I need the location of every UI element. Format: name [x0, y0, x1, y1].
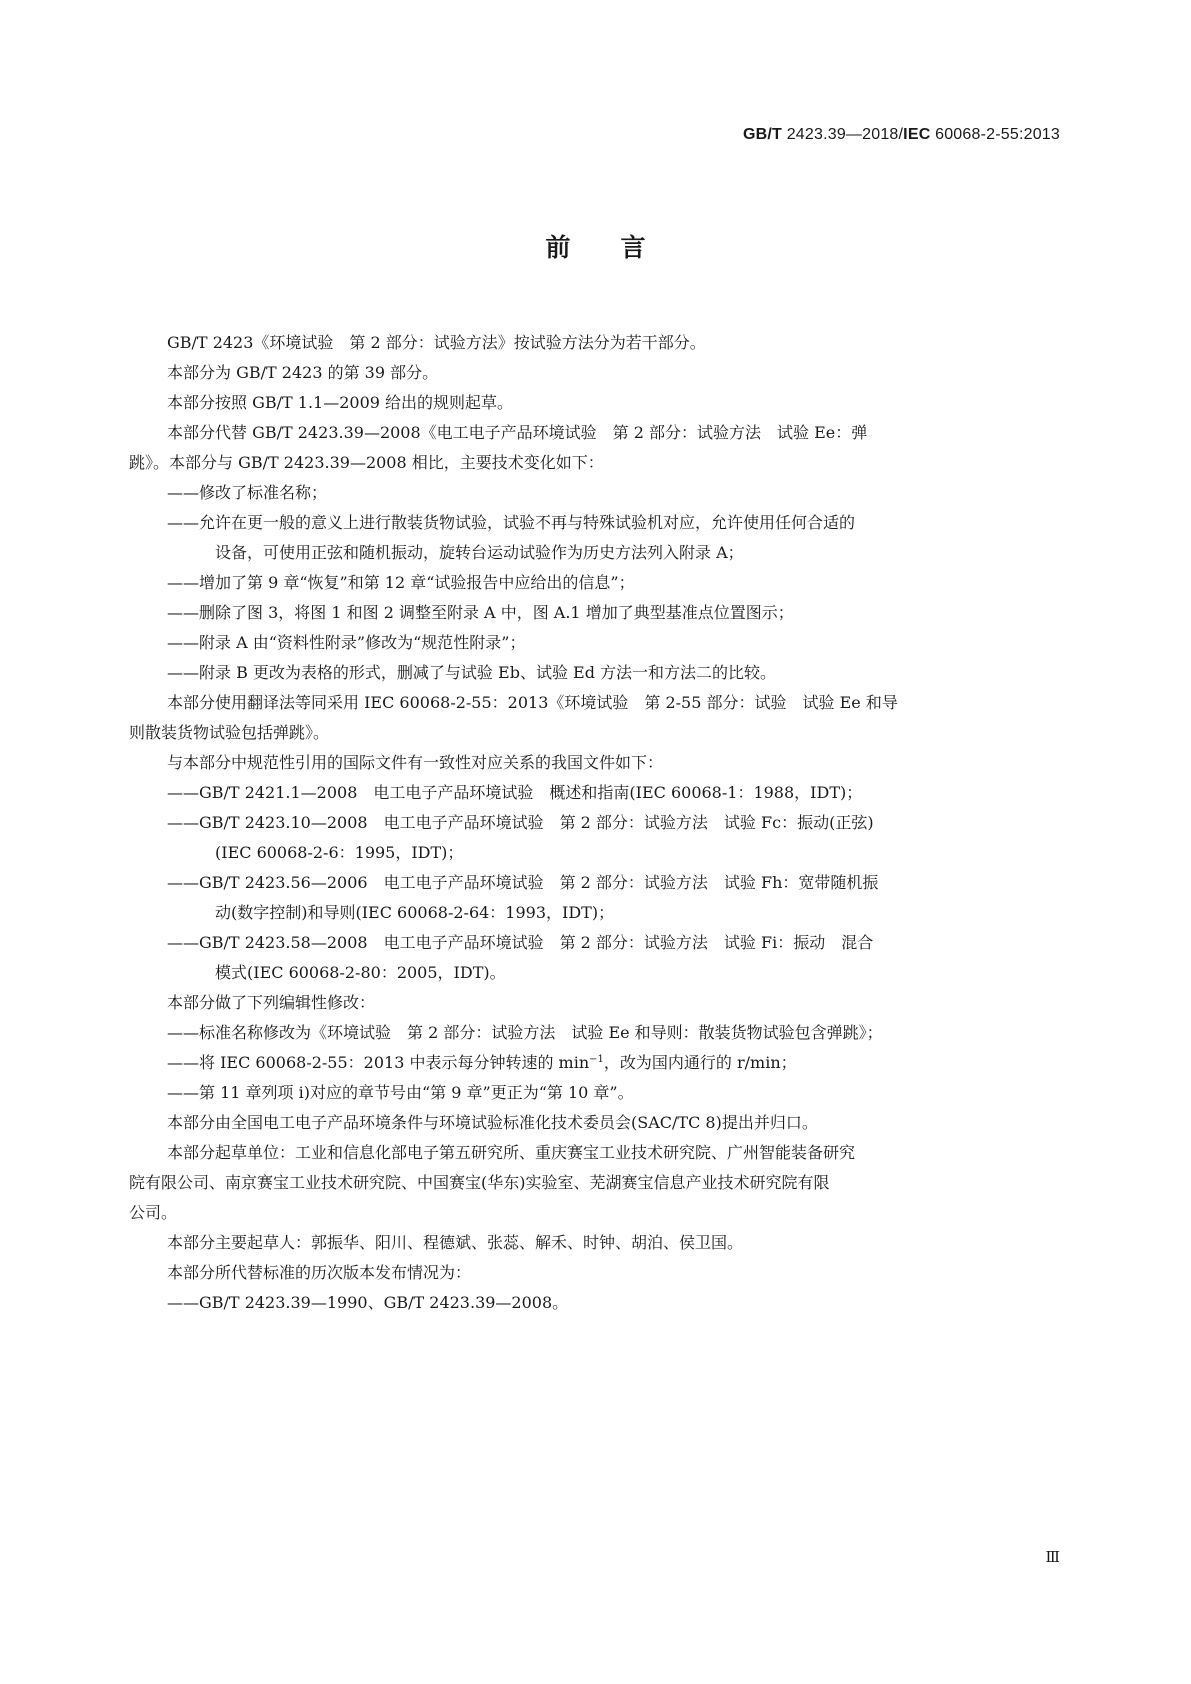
list-item: ——附录 A 由“资料性附录”修改为“规范性附录”； — [167, 633, 526, 652]
paragraph-line: 院有限公司、南京赛宝工业技术研究院、中国赛宝(华东)实验室、芜湖赛宝信息产业技术研究院有限 — [129, 1173, 830, 1192]
list-item: ——GB/T 2423.56—2006 电工电子产品环境试验 第 2 部分：试验方法 试验 Fh：宽带随机振 — [167, 873, 879, 892]
list-item-continuation: (IEC 60068-2-6：1995，IDT)； — [215, 843, 464, 862]
paragraph-line: 本部分代替 GB/T 2423.39—2008《电工电子产品环境试验 第 2 部分：试验方法 试验 Ee：弹 — [167, 423, 868, 442]
paragraph-line: 本部分主要起草人：郭振华、阳川、程德斌、张蕊、解禾、时钟、胡泊、侯卫国。 — [167, 1233, 744, 1252]
list-item: ——GB/T 2423.58—2008 电工电子产品环境试验 第 2 部分：试验方法 试验 Fi：振动 混合 — [167, 933, 874, 952]
list-item-continuation: 设备，可使用正弦和随机振动，旋转台运动试验作为历史方法列入附录 A； — [215, 543, 744, 562]
paragraph-line: 则散装货物试验包括弹跳》。 — [129, 723, 330, 742]
list-item: ——第 11 章列项 i)对应的章节号由“第 9 章”更正为“第 10 章”。 — [167, 1083, 634, 1102]
standard-prefix: GB/T — [743, 126, 783, 143]
list-item-continuation: 动(数字控制)和导则(IEC 60068-2-64：1993，IDT)； — [215, 903, 615, 922]
list-item: ——标准名称修改为《环境试验 第 2 部分：试验方法 试验 Ee 和导则：散装货物试验包含弹跳》； — [167, 1023, 883, 1042]
list-item: ——附录 B 更改为表格的形式，删减了与试验 Eb、试验 Ed 方法一和方法二的比较。 — [167, 663, 777, 682]
standard-number: 2423.39—2018/ — [786, 126, 904, 143]
list-item: ——GB/T 2421.1—2008 电工电子产品环境试验 概述和指南(IEC 60068-1：1988，IDT)； — [167, 783, 863, 802]
paragraph-line: 本部分由全国电工电子产品环境条件与环境试验标准化技术委员会(SAC/TC 8)提出并归口。 — [167, 1113, 818, 1132]
list-item: ——GB/T 2423.39—1990、GB/T 2423.39—2008。 — [167, 1293, 569, 1312]
list-item-continuation: 模式(IEC 60068-2-80：2005，IDT)。 — [215, 963, 506, 982]
list-item: ——GB/T 2423.10—2008 电工电子产品环境试验 第 2 部分：试验方法 试验 Fc：振动(正弦) — [167, 813, 874, 832]
iec-number: 60068-2-55:2013 — [935, 126, 1060, 143]
paragraph-line: 跳》。本部分与 GB/T 2423.39—2008 相比，主要技术变化如下： — [129, 453, 604, 472]
paragraph-line: 与本部分中规范性引用的国际文件有一致性对应关系的我国文件如下： — [167, 753, 664, 772]
paragraph-line: 本部分所代替标准的历次版本发布情况为： — [167, 1263, 472, 1282]
paragraph-line: GB/T 2423《环境试验 第 2 部分：试验方法》按试验方法分为若干部分。 — [167, 333, 706, 352]
paragraph-line: 本部分使用翻译法等同采用 IEC 60068-2-55：2013《环境试验 第 2-55 部分：试验 试验 Ee 和导 — [167, 693, 898, 712]
list-item: ——修改了标准名称； — [167, 483, 328, 502]
list-item — [129, 1048, 1065, 1078]
list-item-text: ——将 IEC 60068-2-55：2013 中表示每分钟转速的 min — [167, 1053, 590, 1072]
paragraph-line: 本部分做了下列编辑性修改： — [167, 993, 376, 1012]
paragraph-line: 本部分起草单位：工业和信息化部电子第五研究所、重庆赛宝工业技术研究院、广州智能装备研究 — [167, 1143, 856, 1162]
standard-header — [743, 126, 1060, 144]
foreword-body — [129, 328, 1065, 1318]
superscript-exponent: −1 — [589, 1054, 604, 1065]
page-number: Ⅲ — [1045, 1548, 1060, 1566]
paragraph-line: 公司。 — [129, 1203, 178, 1222]
list-item: ——允许在更一般的意义上进行散装货物试验，试验不再与特殊试验机对应，允许使用任何合适的 — [167, 513, 856, 532]
list-item-text-suffix: ，改为国内通行的 r/min； — [603, 1053, 797, 1072]
paragraph-line: 本部分为 GB/T 2423 的第 39 部分。 — [167, 363, 439, 382]
list-item: ——删除了图 3，将图 1 和图 2 调整至附录 A 中，图 A.1 增加了典型基准点位置图示； — [167, 603, 794, 622]
iec-prefix: IEC — [903, 126, 931, 143]
page-title: 前言 — [545, 233, 696, 262]
list-item: ——增加了第 9 章“恢复”和第 12 章“试验报告中应给出的信息”； — [167, 573, 635, 592]
paragraph-line: 本部分按照 GB/T 1.1—2009 给出的规则起草。 — [167, 393, 514, 412]
